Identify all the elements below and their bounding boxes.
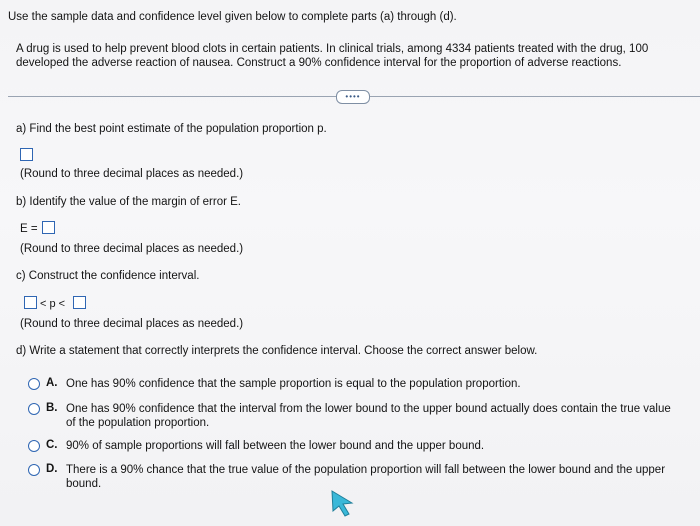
- pointer-arrow-icon: [330, 489, 356, 517]
- part-a-prompt: a) Find the best point estimate of the population proportion p.: [16, 123, 327, 135]
- option-c-radio[interactable]: [28, 440, 40, 452]
- option-a-text[interactable]: One has 90% confidence that the sample proportion is equal to the population proportion.: [66, 378, 521, 390]
- interval-inequality: < p <: [40, 298, 66, 310]
- answer-box-margin-error[interactable]: [42, 221, 55, 234]
- option-a-letter: A.: [46, 377, 58, 389]
- option-b-text-line-2[interactable]: of the population proportion.: [66, 417, 210, 429]
- option-c-text[interactable]: 90% of sample proportions will fall between the lower bound and the upper bound.: [66, 440, 485, 452]
- part-a-rounding-note: (Round to three decimal places as needed.): [20, 168, 244, 180]
- option-d-text-line-2[interactable]: bound.: [66, 478, 102, 490]
- part-b-prompt: b) Identify the value of the margin of error E.: [16, 196, 242, 208]
- option-a-radio[interactable]: [28, 378, 40, 390]
- part-b-rounding-note: (Round to three decimal places as needed.): [20, 243, 244, 255]
- margin-error-prefix: E =: [20, 223, 38, 235]
- part-c-prompt: c) Construct the confidence interval.: [16, 270, 200, 282]
- option-b-letter: B.: [46, 402, 58, 414]
- problem-line-1: A drug is used to help prevent blood clots in certain patients. In clinical trials, among 4334 patients treated with the drug, 100: [16, 43, 649, 55]
- part-c-rounding-note: (Round to three decimal places as needed.): [20, 318, 244, 330]
- more-options-button[interactable]: ••••: [336, 90, 370, 104]
- answer-box-upper-bound[interactable]: [73, 296, 86, 309]
- answer-box-point-estimate[interactable]: [20, 148, 33, 161]
- answer-box-lower-bound[interactable]: [24, 296, 37, 309]
- option-d-letter: D.: [46, 463, 58, 475]
- option-d-text-line-1[interactable]: There is a 90% chance that the true value of the population proportion will fall between the lower bound and the upper: [66, 464, 666, 476]
- instructions-text: Use the sample data and confidence level given below to complete parts (a) through (d).: [8, 11, 457, 23]
- option-d-radio[interactable]: [28, 464, 40, 476]
- option-b-text-line-1[interactable]: One has 90% confidence that the interval from the lower bound to the upper bound actually does contain the true value: [66, 403, 671, 415]
- option-b-radio[interactable]: [28, 403, 40, 415]
- problem-line-2: developed the adverse reaction of nausea. Construct a 90% confidence interval for the proportion of adverse reactions.: [16, 57, 622, 69]
- option-c-letter: C.: [46, 439, 58, 451]
- part-d-prompt: d) Write a statement that correctly interprets the confidence interval. Choose the correct answer below.: [16, 345, 538, 357]
